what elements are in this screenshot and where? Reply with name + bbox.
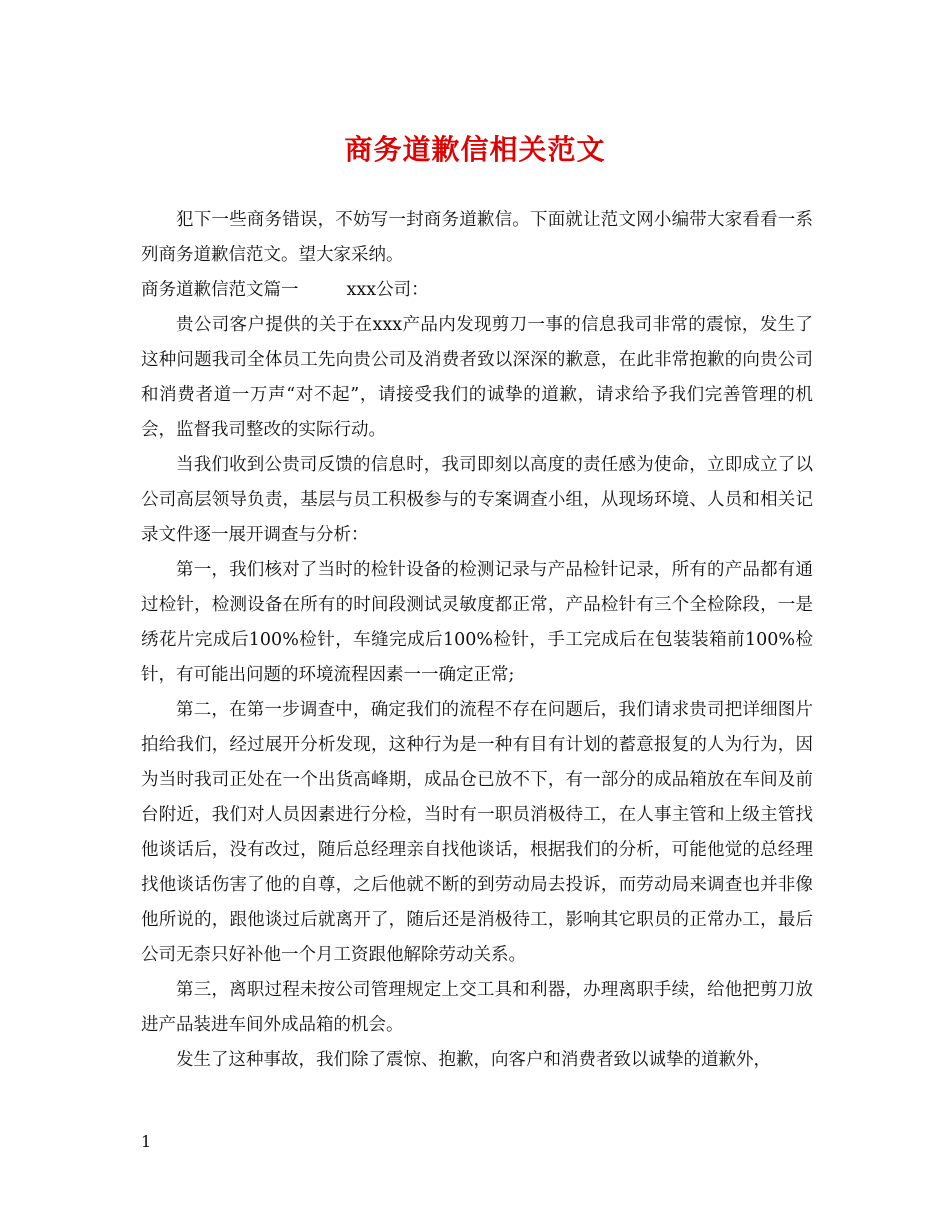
section-heading-line	[141, 273, 813, 308]
section-label: 商务道歉信范文篇一	[141, 280, 299, 300]
salutation: xxx公司：	[346, 280, 429, 300]
body-paragraph-5: 第三，离职过程未按公司管理规定上交工具和利器，办理离职手续，给他把剪刀放进产品装进车间外成品箱的机会。	[141, 980, 813, 1035]
page-number: 1	[141, 1132, 152, 1151]
body-paragraph-4: 第二，在第一步调查中，确定我们的流程不存在问题后，我们请求贵司把详细图片拍给我们，经过展开分析发现，这种行为是一种有目有计划的蓄意报复的人为行为，因为当时我司正处在一个出货高峰期，成品仓已放不下，有一部分的成品箱放在车间及前台附近，我们对人员因素进行分检，当时有一职员消极待工，在人事主管和上级主管找他谈话后，没有改过，随后总经理亲自找他谈话，根据我们的分析，可能他觉的总经理找他谈话伤害了他的自尊，之后他就不断的到劳动局去投诉，而劳动局来调查也并非像他所说的，跟他谈过后就离开了，随后还是消极待工，影响其它职员的正常办工，最后公司无柰只好补他一个月工资跟他解除劳动关系。	[141, 700, 813, 965]
body-paragraph-6: 发生了这种事故，我们除了震惊、抱歉，向客户和消费者致以诚挚的道歉外，	[176, 1050, 771, 1070]
document-title: 商务道歉信相关范文	[344, 133, 606, 166]
body-paragraph-1: 贵公司客户提供的关于在xxx产品内发现剪刀一事的信息我司非常的震惊，发生了这种问题我司全体员工先向贵公司及消费者致以深深的歉意，在此非常抱歉的向贵公司和消费者道一万声“对不起”，请接受我们的诚挚的道歉，请求给予我们完善管理的机会，监督我司整改的实际行动。	[141, 315, 813, 440]
intro-paragraph: 犯下一些商务错误，不妨写一封商务道歉信。下面就让范文网小编带大家看看一系列商务道歉信范文。望大家采纳。	[141, 210, 813, 265]
document-body	[141, 203, 813, 1078]
body-paragraph-3: 第一，我们核对了当时的检针设备的检测记录与产品检针记录，所有的产品都有通过检针，检测设备在所有的时间段测试灵敏度都正常，产品检针有三个全检除段，一是绣花片完成后100%检针，车缝完成后100%检针，手工完成后在包装装箱前100%检针，有可能出问题的环境流程因素一一确定正常;	[141, 560, 813, 685]
body-paragraph-2: 当我们收到公贵司反馈的信息时，我司即刻以高度的责任感为使命，立即成立了以公司高层领导负责，基层与员工积极参与的专案调查小组，从现场环境、人员和相关记录文件逐一展开调查与分析：	[141, 455, 813, 545]
